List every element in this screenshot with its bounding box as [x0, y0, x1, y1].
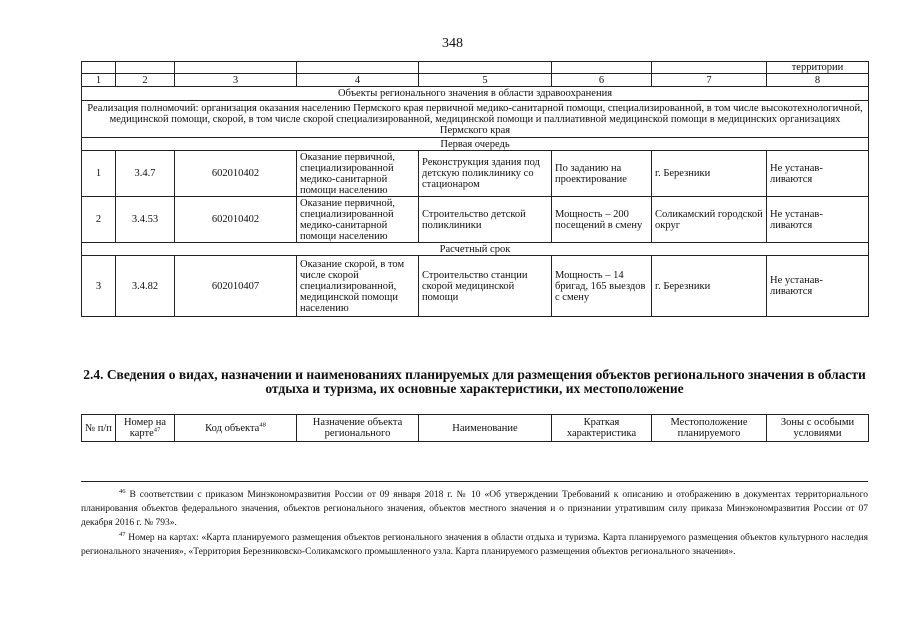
header-object-code: [175, 415, 297, 442]
table-row: [82, 256, 869, 317]
row-num: 2: [82, 197, 116, 243]
header-map-number: [116, 415, 175, 442]
footnote-divider: [81, 481, 868, 482]
queue-row: [82, 243, 869, 256]
col-number: 1: [82, 74, 116, 87]
col-number: 6: [552, 74, 652, 87]
row-name: Строительство детской поликлиники: [419, 197, 552, 243]
header-map-number-label: Номер на карте: [123, 417, 167, 439]
header-num: № п/п: [82, 415, 116, 442]
header-zones: Зоны с особыми условиями: [767, 415, 869, 442]
row-characteristic: Мощность – 14 бригад, 165 выездов с смену: [552, 256, 652, 317]
row-num: 3: [82, 256, 116, 317]
table-row: [82, 151, 869, 197]
header-characteristic: Краткая характеристика: [552, 415, 652, 442]
col-number: 4: [297, 74, 419, 87]
section-title-row: [82, 87, 869, 101]
row-purpose: Оказание скорой, в том числе скорой специализированной, медицинской помощи населению: [297, 256, 419, 317]
header-object-code-label: Код объекта: [205, 422, 260, 434]
header-continuation-row: [82, 62, 869, 74]
row-name: Строительство станции скорой медицинской помощи: [419, 256, 552, 317]
col-number: 7: [652, 74, 767, 87]
row-zones: Не устанав-ливаются: [767, 151, 869, 197]
queue-first: Первая очередь: [82, 138, 869, 151]
header-purpose: Назначение объекта регионального: [297, 415, 419, 442]
page-number: 348: [442, 36, 463, 51]
col-number: 8: [767, 74, 869, 87]
col-number: 5: [419, 74, 552, 87]
footnote-ref-47: 47: [153, 426, 161, 434]
health-objects-table: [81, 61, 869, 317]
row-characteristic: Мощность – 200 посещений в смену: [552, 197, 652, 243]
row-object-code: 602010407: [175, 256, 297, 317]
header-location: Местоположение планируемого: [652, 415, 767, 442]
row-name: Реконструкция здания под детскую поликлинику со стационаром: [419, 151, 552, 197]
col-number: 3: [175, 74, 297, 87]
row-map-number: 3.4.82: [116, 256, 175, 317]
tourism-objects-table: [81, 414, 869, 442]
queue-calc: Расчетный срок: [82, 243, 869, 256]
row-characteristic: По заданию на проектирование: [552, 151, 652, 197]
queue-row: [82, 138, 869, 151]
section-title: Объекты регионального значения в области здравоохранения: [82, 87, 869, 101]
footnote-46-text: В соответствии с приказом Минэкономразвития России от 09 января 2018 г. № 10 «Об утверждении Требований к описанию и отображению в документах территориального планирования объектов федерального значения, объектов регионального значения, объектов местного значения и о признании утратившим силу приказа Минэкономразвития России от 07 декабря 2016 г. № 793».: [81, 490, 868, 528]
footnote-46: [81, 488, 868, 530]
row-map-number: 3.4.53: [116, 197, 175, 243]
footnote-ref-48: 48: [259, 421, 266, 428]
header-territory: территории: [767, 62, 869, 74]
row-purpose: Оказание первичной, специализированной медико-санитарной помощи населению: [297, 197, 419, 243]
footnote-46-mark: 46: [119, 487, 126, 495]
row-location: г. Березники: [652, 151, 767, 197]
row-object-code: 602010402: [175, 197, 297, 243]
row-location: Соликамский городской округ: [652, 197, 767, 243]
powers-description: Реализация полномочий: организация оказания населению Пермского края первичной медико-санитарной помощи, специализированной, в том числе высокотехнологичной, медицинской помощи, скорой, в том числе скорой специализированной, медицинской помощи и паллиативной медицинской помощи в медицинских организациях Пермского края: [82, 101, 869, 138]
row-object-code: 602010402: [175, 151, 297, 197]
row-num: 1: [82, 151, 116, 197]
section-heading: 2.4. Сведения о видах, назначении и наименованиях планируемых для размещения объектов регионального значения в области отдыха и туризма, их основные характеристики, их местоположение: [83, 367, 866, 396]
row-map-number: 3.4.7: [116, 151, 175, 197]
row-purpose: Оказание первичной, специализированной медико-санитарной помощи населению: [297, 151, 419, 197]
footnote-47: [81, 531, 868, 559]
footnote-47-mark: 47: [119, 530, 126, 538]
description-row: [82, 101, 869, 138]
col-number: 2: [116, 74, 175, 87]
row-zones: Не устанав-ливаются: [767, 197, 869, 243]
row-zones: Не устанав-ливаются: [767, 256, 869, 317]
table-header-row: [82, 415, 869, 442]
footnote-47-text: Номер на картах: «Карта планируемого размещения объектов регионального значения в области отдыха и туризма. Карта планируемого размещения объектов культурного наследия регионального значения», «Территория Березниковско-Соликамского промышленного узла. Карта планируемого размещения объектов регионального значения».: [81, 533, 868, 557]
header-name: Наименование: [419, 415, 552, 442]
table-row: [82, 197, 869, 243]
row-location: г. Березники: [652, 256, 767, 317]
column-number-row: [82, 74, 869, 87]
